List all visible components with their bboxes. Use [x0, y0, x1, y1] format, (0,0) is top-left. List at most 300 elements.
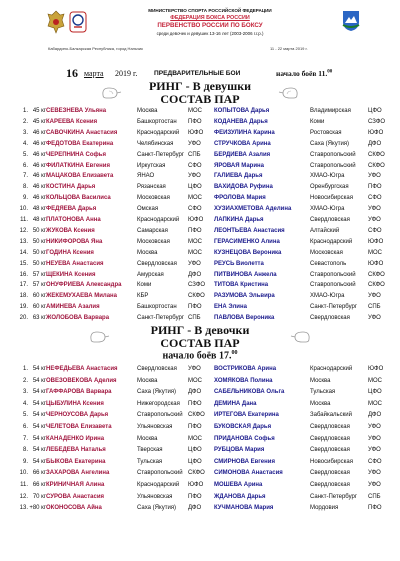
- red-corner-boxer: САВОЧКИНА Анастасия: [46, 129, 118, 136]
- bout-row: [0, 248, 400, 258]
- blue-corner-region: Забайкальский: [310, 412, 352, 419]
- red-corner-district: ЦФО: [188, 458, 202, 465]
- weight-class: 50 кг: [32, 260, 46, 267]
- weight-class: 66 кг: [32, 470, 46, 477]
- boxing-glove-icon: [290, 330, 312, 344]
- blue-corner-district: СФО: [368, 227, 382, 234]
- red-corner-region: Свердловская: [137, 260, 177, 267]
- red-corner-boxer: ЗАХАРОВА Ангелина: [46, 470, 110, 477]
- ring-b-title: РИНГ - В девочки: [150, 323, 250, 337]
- weight-class: 46 кг: [32, 173, 46, 180]
- blue-corner-region: Краснодарский: [310, 238, 353, 245]
- red-corner-district: ЦФО: [188, 184, 202, 191]
- red-corner-region: Москва: [137, 249, 158, 256]
- blue-corner-region: Свердловская: [310, 482, 350, 488]
- session-day: 16: [66, 66, 78, 80]
- blue-corner-district: ЮФО: [368, 129, 384, 136]
- red-corner-boxer: ЩЕКИНА Ксения: [46, 271, 96, 278]
- red-corner-region: Омская: [137, 206, 159, 213]
- weight-class: 60 кг: [32, 304, 46, 311]
- blue-corner-boxer: МОШЕВА Арина: [214, 482, 263, 488]
- red-corner-boxer: ЧЕРЕПНИНА Софья: [46, 151, 106, 158]
- bout-row: [0, 215, 400, 225]
- weight-class: 45 кг: [32, 118, 46, 125]
- blue-corner-district: УФО: [368, 424, 381, 430]
- red-corner-district: ДФО: [188, 505, 202, 512]
- document-header: [0, 6, 400, 58]
- red-corner-district: СФО: [188, 162, 202, 169]
- red-corner-district: УФО: [188, 140, 201, 147]
- bout-number: 3.: [22, 129, 28, 136]
- bout-number: 19.: [19, 304, 28, 311]
- red-corner-district: СПБ: [188, 151, 201, 158]
- blue-corner-boxer: САБЕЛЬНИКОВА Ольга: [214, 389, 285, 396]
- bout-row: [0, 302, 400, 312]
- red-corner-district: СКФО: [188, 293, 205, 300]
- blue-corner-region: Новосибирская: [310, 195, 353, 202]
- red-corner-boxer: НЕУЕВА Анастасия: [46, 260, 104, 267]
- boxing-glove-icon: [278, 86, 300, 100]
- blue-corner-region: ХМАО-Югра: [310, 173, 345, 180]
- blue-corner-district: УФО: [368, 447, 381, 454]
- bout-number: 9.: [22, 458, 28, 465]
- red-corner-boxer: ОВЕЗОВЕКОВА Аделия: [46, 377, 117, 384]
- blue-corner-boxer: ФРОЛОВА Мария: [214, 195, 266, 202]
- red-corner-region: Челябинская: [137, 140, 174, 147]
- session-start-time: [276, 69, 332, 78]
- blue-corner-district: МОС: [368, 377, 382, 384]
- red-corner-boxer: СУРОВА Анастасия: [46, 493, 105, 500]
- bout-number: 1.: [22, 366, 28, 372]
- bout-number: 17.: [19, 282, 28, 289]
- weight-class: 48 кг: [32, 217, 46, 223]
- red-corner-boxer: КАНАДЕНКО Ирина: [46, 435, 105, 442]
- ministry-emblem-icon: [46, 10, 66, 34]
- weight-class: 54 кг: [32, 458, 46, 465]
- bout-number: 13.: [19, 238, 28, 245]
- weight-class: 54 кг: [32, 447, 46, 454]
- red-corner-region: Краснодарский: [137, 482, 180, 488]
- weight-class: 54 кг: [32, 412, 46, 419]
- weight-class: 63 кг: [32, 315, 46, 322]
- bout-number: 6.: [22, 424, 28, 430]
- bout-number: 5.: [22, 412, 28, 419]
- blue-corner-boxer: РАЗУМОВА Эльвира: [214, 293, 275, 300]
- bout-row: [0, 434, 400, 444]
- bout-number: 10.: [19, 470, 28, 477]
- bout-row: [0, 387, 400, 397]
- blue-corner-district: ДФО: [368, 412, 382, 419]
- red-corner-boxer: МАЦАКОВА Елизавета: [46, 173, 114, 180]
- blue-corner-district: ЮФО: [368, 238, 384, 245]
- blue-corner-boxer: КУЧМАНОВА Мария: [214, 505, 274, 512]
- red-corner-boxer: ЦЫБУЛИНА Ксения: [46, 400, 104, 407]
- boxing-glove-icon: [88, 330, 110, 344]
- red-corner-district: СКФО: [188, 412, 205, 419]
- bout-number: 2.: [22, 118, 28, 125]
- blue-corner-district: ЮФО: [368, 260, 384, 267]
- bout-number: 8.: [22, 184, 28, 191]
- blue-corner-region: Москва: [310, 377, 331, 384]
- red-corner-boxer: КРИНИЧНАЯ Алина: [46, 482, 105, 488]
- bout-number: 18.: [19, 293, 28, 300]
- session-year: 2019 г.: [115, 69, 138, 78]
- red-corner-region: Саха (Якутия): [137, 389, 177, 396]
- blue-corner-boxer: ПИТВИНОВА Анжела: [214, 271, 277, 278]
- bout-number: 5.: [22, 151, 28, 158]
- red-corner-district: УФО: [188, 173, 201, 180]
- red-corner-boxer: ГОДИНА Ксения: [46, 249, 94, 256]
- red-corner-boxer: ОНУФРИЕВА Александра: [46, 282, 122, 289]
- blue-corner-region: ХМАО-Югра: [310, 293, 345, 300]
- blue-corner-region: ХМАО-Югра: [310, 206, 345, 213]
- red-corner-boxer: КАРЕЕВА Ксения: [46, 118, 98, 125]
- blue-corner-boxer: ПАВЛОВА Вероника: [214, 315, 275, 322]
- bout-row: [0, 161, 400, 171]
- weight-class: 54 кг: [32, 435, 46, 442]
- red-corner-boxer: ГАФФАРОВА Варвара: [46, 389, 112, 396]
- red-corner-region: Саха (Якутия): [137, 505, 177, 512]
- red-corner-district: СФО: [188, 206, 202, 213]
- blue-corner-region: Московская: [310, 249, 343, 256]
- blue-corner-boxer: ЕНА Элина: [214, 304, 247, 311]
- bout-row: [0, 445, 400, 455]
- weight-class: 46 кг: [32, 140, 46, 147]
- red-corner-boxer: ЧЕРНОУСОВА Дарья: [46, 412, 109, 419]
- bout-row: [0, 468, 400, 478]
- red-corner-district: ПФО: [188, 304, 202, 311]
- red-corner-region: Москва: [137, 377, 158, 384]
- red-corner-district: СПБ: [188, 315, 201, 322]
- weight-class: 54 кг: [32, 377, 46, 384]
- blue-corner-district: ДФО: [368, 140, 382, 147]
- weight-class: 54 кг: [32, 424, 46, 430]
- blue-corner-district: УФО: [368, 435, 381, 442]
- ring-b-start-minutes: 00: [231, 350, 238, 356]
- blue-corner-district: УФО: [368, 482, 381, 488]
- red-corner-region: Санкт-Петербург: [137, 315, 185, 322]
- bout-row: [0, 182, 400, 192]
- bout-row: [0, 237, 400, 247]
- red-corner-district: СКФО: [188, 470, 205, 477]
- blue-corner-boxer: КОПЫТОВА Дарья: [214, 108, 270, 114]
- blue-corner-district: ЦФО: [368, 108, 382, 114]
- bout-row: [0, 270, 400, 280]
- bout-row: [0, 503, 400, 513]
- red-corner-district: ЮФО: [188, 129, 204, 136]
- blue-corner-district: ПФО: [368, 505, 382, 512]
- red-corner-region: Краснодарский: [137, 129, 180, 136]
- red-corner-district: ПФО: [188, 493, 202, 500]
- red-corner-boxer: СЕВЕЗНЕВА Ульяна: [46, 108, 107, 114]
- weight-class: 54 кг: [32, 366, 46, 372]
- red-corner-boxer: ФИЛАТКИНА Евгения: [46, 162, 110, 169]
- ring-a-subtitle: СОСТАВ ПАР: [160, 92, 240, 106]
- bout-number: 20.: [19, 315, 28, 322]
- blue-corner-region: Алтайский: [310, 227, 340, 234]
- bout-number: 7.: [22, 435, 28, 442]
- blue-corner-district: ЦФО: [368, 389, 382, 396]
- blue-corner-boxer: ХОМЯКОВА Полина: [214, 377, 273, 384]
- ring-b-start-time: [0, 350, 400, 361]
- blue-corner-boxer: ЛАПКИНА Дарья: [214, 217, 264, 223]
- bout-row: [0, 492, 400, 502]
- blue-corner-boxer: СИМОНОВА Анастасия: [214, 470, 283, 477]
- red-corner-district: УФО: [188, 260, 201, 267]
- weight-class: 45 кг: [32, 108, 46, 114]
- bout-number: 12.: [19, 493, 28, 500]
- blue-corner-district: МОС: [368, 400, 382, 407]
- blue-corner-region: Ставропольский: [310, 162, 356, 169]
- blue-corner-boxer: БЕРДИЕВА Азалия: [214, 151, 271, 158]
- blue-corner-district: СЗФО: [368, 118, 386, 125]
- blue-corner-district: УФО: [368, 217, 381, 223]
- blue-corner-region: Свердловская: [310, 435, 350, 442]
- blue-corner-region: Свердловская: [310, 447, 350, 454]
- bout-row: [0, 364, 400, 374]
- red-corner-district: УФО: [188, 366, 201, 372]
- red-corner-boxer: НЕФЕДЬЕВА Анастасия: [46, 366, 118, 372]
- blue-corner-boxer: КУЗНЕЦОВА Вероника: [214, 249, 282, 256]
- blue-corner-district: СКФО: [368, 151, 385, 158]
- red-corner-region: Коми: [137, 282, 152, 289]
- blue-corner-region: Москва: [310, 400, 331, 407]
- region-coat-of-arms-icon: [342, 10, 360, 32]
- red-corner-district: МОС: [188, 108, 202, 114]
- session-month: марта: [84, 69, 104, 78]
- blue-corner-boxer: ЖДАНОВА Дарья: [214, 493, 266, 500]
- blue-corner-region: Владимирская: [310, 108, 351, 114]
- weight-class: 50 кг: [32, 249, 46, 256]
- weight-class: +80 кг: [29, 505, 46, 512]
- red-corner-region: Москва: [137, 108, 158, 114]
- red-corner-region: Нижегородская: [137, 400, 180, 407]
- blue-corner-region: Ставропольский: [310, 282, 356, 289]
- blue-corner-boxer: ЛЕОНТЬЕВА Анастасия: [214, 227, 285, 234]
- red-corner-boxer: ЖУКОВА Ксения: [46, 227, 95, 234]
- ring-b-start-label: начало боёв 17.: [162, 350, 232, 362]
- red-corner-region: Ставропольский: [137, 412, 183, 419]
- bout-row: [0, 291, 400, 301]
- red-corner-boxer: ОКОНОСОВА Айна: [46, 505, 102, 512]
- red-corner-region: КБР: [137, 293, 149, 300]
- blue-corner-district: СПБ: [368, 493, 381, 500]
- red-corner-boxer: ЧЕЛЕТОВА Елизавета: [46, 424, 112, 430]
- red-corner-boxer: ЛЕБЕДЕВА Наталья: [46, 447, 106, 454]
- bout-number: 8.: [22, 447, 28, 454]
- red-corner-region: Свердловская: [137, 366, 177, 372]
- blue-corner-boxer: РЕУСЬ Виолетта: [214, 260, 264, 267]
- blue-corner-region: Ставропольский: [310, 271, 356, 278]
- blue-corner-district: СПБ: [368, 304, 381, 311]
- blue-corner-boxer: БУКОВСКАЯ Дарья: [214, 424, 272, 430]
- blue-corner-district: МОС: [368, 249, 382, 256]
- blue-corner-district: УФО: [368, 173, 381, 180]
- blue-corner-district: СФО: [368, 195, 382, 202]
- red-corner-region: Самарская: [137, 227, 168, 234]
- bout-row: [0, 150, 400, 160]
- blue-corner-boxer: СТРУЧКОВА Арина: [214, 140, 271, 147]
- blue-corner-region: Санкт-Петербург: [310, 493, 358, 500]
- blue-corner-district: УФО: [368, 206, 381, 213]
- weight-class: 57 кг: [32, 282, 46, 289]
- red-corner-district: ДФО: [188, 271, 202, 278]
- red-corner-region: Московская: [137, 195, 170, 202]
- bout-row: [0, 480, 400, 490]
- blue-corner-district: СКФО: [368, 162, 385, 169]
- red-corner-boxer: ПЛАТОНОВА Анна: [46, 217, 101, 223]
- red-corner-district: ЮФО: [188, 482, 204, 488]
- blue-corner-region: Свердловская: [310, 470, 350, 477]
- red-corner-district: ПФО: [188, 424, 202, 430]
- blue-corner-region: Оренбургская: [310, 184, 349, 191]
- blue-corner-region: Свердловская: [310, 424, 350, 430]
- blue-corner-boxer: РУБЦОВА Мария: [214, 447, 265, 454]
- blue-corner-region: Санкт-Петербург: [310, 304, 358, 311]
- blue-corner-district: УФО: [368, 470, 381, 477]
- blue-corner-district: ПФО: [368, 184, 382, 191]
- ring-a-title: РИНГ - В девушки: [148, 79, 252, 93]
- weight-class: 54 кг: [32, 389, 46, 396]
- blue-corner-boxer: ГАЛИЕВА Дарья: [214, 173, 263, 180]
- weight-class: 46 кг: [32, 195, 46, 202]
- bout-row: [0, 422, 400, 432]
- bout-row: [0, 117, 400, 127]
- blue-corner-boxer: ДЕМИНА Дана: [214, 400, 257, 407]
- blue-corner-region: Ростовская: [310, 129, 342, 136]
- red-corner-region: Рязанская: [137, 184, 166, 191]
- event-dates: 11 - 22 марта 2019 г.: [270, 46, 308, 51]
- red-corner-region: Ульяновская: [137, 424, 173, 430]
- start-time-label: начало боёв 11.: [276, 69, 328, 78]
- red-corner-boxer: ФЕДЯЕВА Дарья: [46, 206, 97, 213]
- bout-number: 14.: [19, 249, 28, 256]
- blue-corner-region: Свердловская: [310, 217, 350, 223]
- bout-number: 6.: [22, 162, 28, 169]
- red-corner-region: Башкортостан: [137, 118, 177, 125]
- red-corner-region: Ставропольский: [137, 470, 183, 477]
- weight-class: 48 кг: [32, 206, 46, 213]
- bout-row: [0, 226, 400, 236]
- bout-row: [0, 410, 400, 420]
- red-corner-region: ЯНАО: [137, 173, 155, 180]
- blue-corner-region: Тульская: [310, 389, 336, 396]
- ring-b-subtitle: СОСТАВ ПАР: [160, 336, 240, 350]
- bout-number: 2.: [22, 377, 28, 384]
- federation-name: ФЕДЕРАЦИЯ БОКСА РОССИИ: [170, 15, 250, 21]
- red-corner-district: ДФО: [188, 389, 202, 396]
- weight-class: 70 кг: [32, 493, 46, 500]
- bout-number: 16.: [19, 271, 28, 278]
- blue-corner-boxer: ИРТЕГОВА Екатерина: [214, 412, 279, 419]
- bout-row: [0, 313, 400, 323]
- red-corner-boxer: ЖОЛОБОВА Варвара: [46, 315, 110, 322]
- weight-class: 46 кг: [32, 162, 46, 169]
- blue-corner-region: Новосибирская: [310, 458, 353, 465]
- red-corner-district: МОС: [188, 249, 202, 256]
- boxing-glove-icon: [100, 86, 122, 100]
- red-corner-district: МОС: [188, 435, 202, 442]
- bout-number: 11.: [20, 482, 28, 488]
- red-corner-boxer: БЫКОВА Екатерина: [46, 458, 106, 465]
- blue-corner-region: Мордовия: [310, 505, 339, 512]
- blue-corner-boxer: ЯРОВАЯ Марина: [214, 162, 264, 169]
- red-corner-district: МОС: [188, 238, 202, 245]
- red-corner-region: Ульяновская: [137, 493, 173, 500]
- blue-corner-district: СКФО: [368, 271, 385, 278]
- weight-class: 50 кг: [32, 227, 46, 234]
- bout-row: [0, 128, 400, 138]
- red-corner-boxer: ЖЕКЕМУХАЕВА Милана: [46, 293, 117, 300]
- red-corner-district: ПФО: [188, 400, 202, 407]
- bout-row: [0, 171, 400, 181]
- red-corner-region: Москва: [137, 435, 158, 442]
- red-corner-district: ЦФО: [188, 447, 202, 454]
- bout-number: 1.: [22, 108, 28, 114]
- blue-corner-district: УФО: [368, 315, 381, 322]
- bout-row: [0, 204, 400, 214]
- red-corner-region: Тульская: [137, 458, 163, 465]
- bout-number: 13.: [19, 505, 28, 512]
- blue-corner-region: Севастополь: [310, 260, 347, 267]
- ministry-name: МИНИСТЕРСТВО СПОРТА РОССИЙСКОЙ ФЕДЕРАЦИИ: [148, 8, 272, 13]
- bout-row: [0, 193, 400, 203]
- red-corner-boxer: НИКИФОРОВА Яна: [46, 238, 103, 245]
- blue-corner-district: СФО: [368, 458, 382, 465]
- red-corner-boxer: КОСТИНА Дарья: [46, 184, 96, 191]
- red-corner-boxer: ФЕДОТОВА Екатерина: [46, 140, 114, 147]
- bout-number: 11.: [20, 217, 28, 223]
- weight-class: 46 кг: [32, 129, 46, 136]
- blue-corner-boxer: ФЕИЗУЛИНА Карина: [214, 129, 275, 136]
- blue-corner-boxer: ПРИДАНОВА Софья: [214, 435, 275, 442]
- blue-corner-region: Саха (Якутия): [310, 140, 350, 147]
- blue-corner-region: Ставропольский: [310, 151, 356, 158]
- championship-category: среди девочек и девушек 13-16 лет (2003-2006 г.г.р.): [156, 31, 264, 36]
- bout-number: 9.: [22, 195, 28, 202]
- start-time-minutes: 00: [327, 69, 333, 75]
- red-corner-district: МОС: [188, 377, 202, 384]
- red-corner-region: Амурская: [137, 271, 164, 278]
- red-corner-boxer: АМИНЕВА Азалия: [46, 304, 100, 311]
- blue-corner-region: Краснодарский: [310, 366, 353, 372]
- blue-corner-region: Свердловская: [310, 315, 350, 322]
- blue-corner-district: ЮФО: [368, 366, 384, 372]
- weight-class: 57 кг: [32, 271, 46, 278]
- blue-corner-boxer: ХУЗИАХМЕТОВА Аделина: [214, 206, 292, 213]
- bout-row: [0, 376, 400, 386]
- weight-class: 46 кг: [32, 151, 46, 158]
- bout-row: [0, 139, 400, 149]
- session-dateline: [0, 66, 400, 80]
- bout-row: [0, 259, 400, 269]
- red-corner-region: Иркутская: [137, 162, 166, 169]
- bout-number: 7.: [22, 173, 28, 180]
- venue-location: Кабардино-Балкарская Республика, город Нальчик: [48, 46, 143, 51]
- weight-class: 60 кг: [32, 293, 46, 300]
- blue-corner-boxer: ГЕРАСИМЕНКО Алина: [214, 238, 280, 245]
- bout-row: [0, 399, 400, 409]
- red-corner-region: Московская: [137, 238, 170, 245]
- red-corner-region: Краснодарский: [137, 217, 180, 223]
- weight-class: 66 кг: [32, 482, 46, 488]
- bout-row: [0, 280, 400, 290]
- red-corner-district: ЮФО: [188, 217, 204, 223]
- red-corner-region: Санкт-Петербург: [137, 151, 185, 158]
- weight-class: 54 кг: [32, 400, 46, 407]
- red-corner-region: Тверская: [137, 447, 163, 454]
- championship-name: ПЕРВЕНСТВО РОССИИ ПО БОКСУ: [157, 22, 263, 29]
